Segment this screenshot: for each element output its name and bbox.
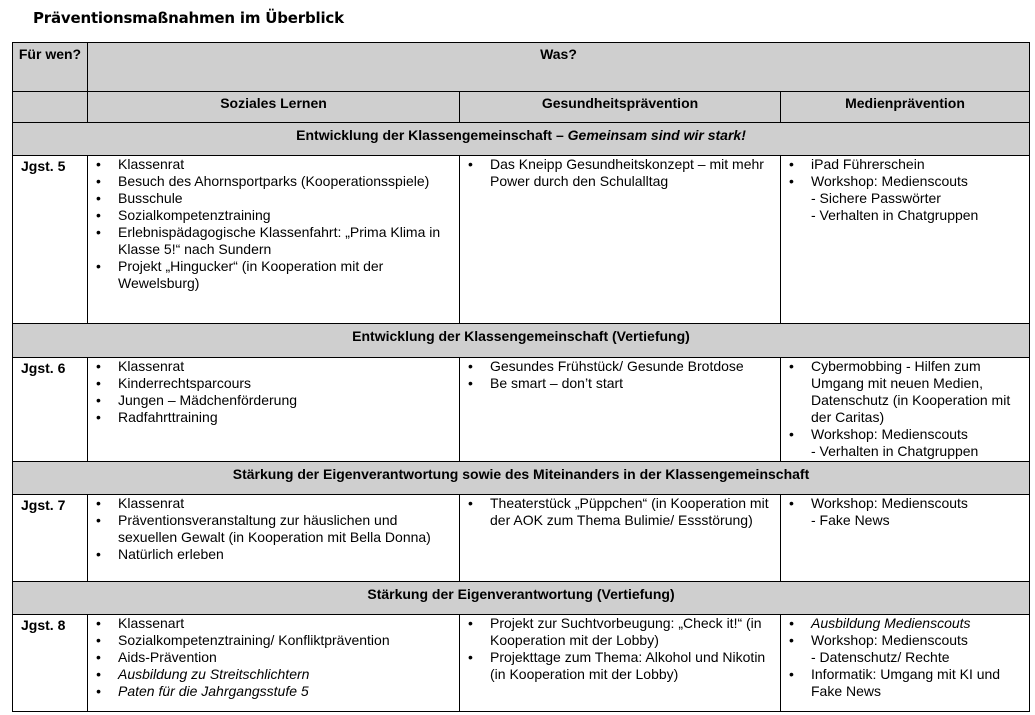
medien-list — [781, 495, 1025, 529]
gesundheit-list — [460, 615, 776, 683]
cell-gesundheit — [460, 615, 781, 712]
list-item: • Ausbildung Medienscouts — [781, 615, 1025, 632]
list-item: • Paten für die Jahrgangsstufe 5 — [88, 683, 455, 700]
soziales-list — [88, 358, 455, 426]
list-item: • Aids-Prävention — [88, 649, 455, 666]
list-item: • Besuch des Ahornsportparks (Kooperationsspiele) — [88, 173, 455, 190]
section-heading — [13, 462, 1030, 495]
medien-list — [781, 615, 1025, 700]
list-item: • Natürlich erleben — [88, 546, 455, 563]
cell-medien — [781, 358, 1030, 462]
medien-list — [781, 156, 1025, 224]
list-item: - Sichere Passwörter — [811, 190, 941, 206]
section-heading-emphasis: Gemeinsam sind wir stark! — [567, 127, 746, 143]
section-heading-text: Stärkung der Eigenverantwortung sowie des Miteinanders in der Klassengemeinschaft — [232, 466, 810, 482]
header-fuer-wen: Für wen? — [13, 43, 88, 92]
section-heading-text: Entwicklung der Klassengemeinschaft (Vertiefung) — [352, 328, 690, 344]
list-item: • Workshop: Medienscouts — [781, 426, 1025, 443]
list-item: • Klassenrat — [88, 358, 455, 375]
list-item: • Informatik: Umgang mit KI und Fake News — [781, 666, 1025, 700]
cell-gesundheit — [460, 156, 781, 324]
soziales-list — [88, 615, 455, 700]
list-item: • Workshop: Medienscouts — [781, 632, 1025, 649]
list-item: • Jungen – Mädchenförderung — [88, 392, 455, 409]
list-item: • Projekt „Hingucker“ (in Kooperation mit der Wewelsburg) — [88, 258, 455, 292]
gesundheit-list — [460, 495, 776, 529]
list-item: • Erlebnispädagogische Klassenfahrt: „Prima Klima in Klasse 5!“ nach Sundern — [88, 224, 455, 258]
list-item: • Projekt zur Suchtvorbeugung: „Check it!“ (in Kooperation mit der Lobby) — [460, 615, 776, 649]
cell-medien — [781, 156, 1030, 324]
grade-label: Jgst. 7 — [13, 495, 88, 582]
column-header-medien: Medienprävention — [781, 92, 1030, 123]
document-title: Präventionsmaßnahmen im Überblick — [33, 9, 344, 27]
list-item: • Gesundes Frühstück/ Gesunde Brotdose — [460, 358, 776, 375]
section-heading — [13, 582, 1030, 615]
list-item: • Klassenrat — [88, 495, 455, 512]
cell-gesundheit — [460, 495, 781, 582]
cell-soziales — [88, 615, 460, 712]
soziales-list — [88, 495, 455, 563]
column-header-gesundheit: Gesundheitsprävention — [460, 92, 781, 123]
list-item: • Workshop: Medienscouts — [781, 173, 1025, 190]
gesundheit-list — [460, 156, 776, 190]
list-item: - Datenschutz/ Rechte — [811, 649, 950, 665]
cell-medien — [781, 615, 1030, 712]
column-header-soziales: Soziales Lernen — [88, 92, 460, 123]
list-item: - Verhalten in Chatgruppen — [811, 207, 979, 223]
list-item: • Radfahrttraining — [88, 409, 455, 426]
list-item: • Sozialkompetenztraining — [88, 207, 455, 224]
list-item: • Busschule — [88, 190, 455, 207]
section-heading — [13, 324, 1030, 358]
list-item: • Klassenart — [88, 615, 455, 632]
header-empty-cell — [13, 92, 88, 123]
section-heading — [13, 123, 1030, 156]
cell-soziales — [88, 358, 460, 462]
cell-soziales — [88, 156, 460, 324]
cell-soziales — [88, 495, 460, 582]
cell-medien — [781, 495, 1030, 582]
list-item: • Ausbildung zu Streitschlichtern — [88, 666, 455, 683]
list-item: • iPad Führerschein — [781, 156, 1025, 173]
list-item: • Projekttage zum Thema: Alkohol und Nikotin (in Kooperation mit der Lobby) — [460, 649, 776, 683]
list-item: • Cybermobbing - Hilfen zum Umgang mit neuen Medien, Datenschutz (in Kooperation mit der Caritas) — [781, 358, 1025, 426]
list-item: • Sozialkompetenztraining/ Konfliktprävention — [88, 632, 455, 649]
section-heading-text: Stärkung der Eigenverantwortung (Vertiefung) — [367, 586, 675, 602]
list-item: • Workshop: Medienscouts — [781, 495, 1025, 512]
list-item: • Das Kneipp Gesundheitskonzept – mit mehr Power durch den Schulalltag — [460, 156, 776, 190]
section-heading-text: Entwicklung der Klassengemeinschaft – — [296, 127, 568, 143]
list-item: • Theaterstück „Püppchen“ (in Kooperation mit der AOK zum Thema Bulimie/ Essstörung) — [460, 495, 776, 529]
list-item: • Präventionsveranstaltung zur häuslichen und sexuellen Gewalt (in Kooperation mit Bella Donna) — [88, 512, 455, 546]
list-item: • Be smart – don’t start — [460, 375, 776, 392]
medien-list — [781, 358, 1025, 460]
gesundheit-list — [460, 358, 776, 392]
list-item: - Fake News — [811, 512, 890, 528]
list-item: • Klassenrat — [88, 156, 455, 173]
grade-label: Jgst. 5 — [13, 156, 88, 324]
cell-gesundheit — [460, 358, 781, 462]
header-was: Was? — [88, 43, 1030, 92]
list-item: - Verhalten in Chatgruppen — [811, 443, 979, 459]
grade-label: Jgst. 6 — [13, 358, 88, 462]
soziales-list — [88, 156, 455, 292]
prevention-table — [12, 42, 1030, 712]
list-item: • Kinderrechtsparcours — [88, 375, 455, 392]
grade-label: Jgst. 8 — [13, 615, 88, 712]
